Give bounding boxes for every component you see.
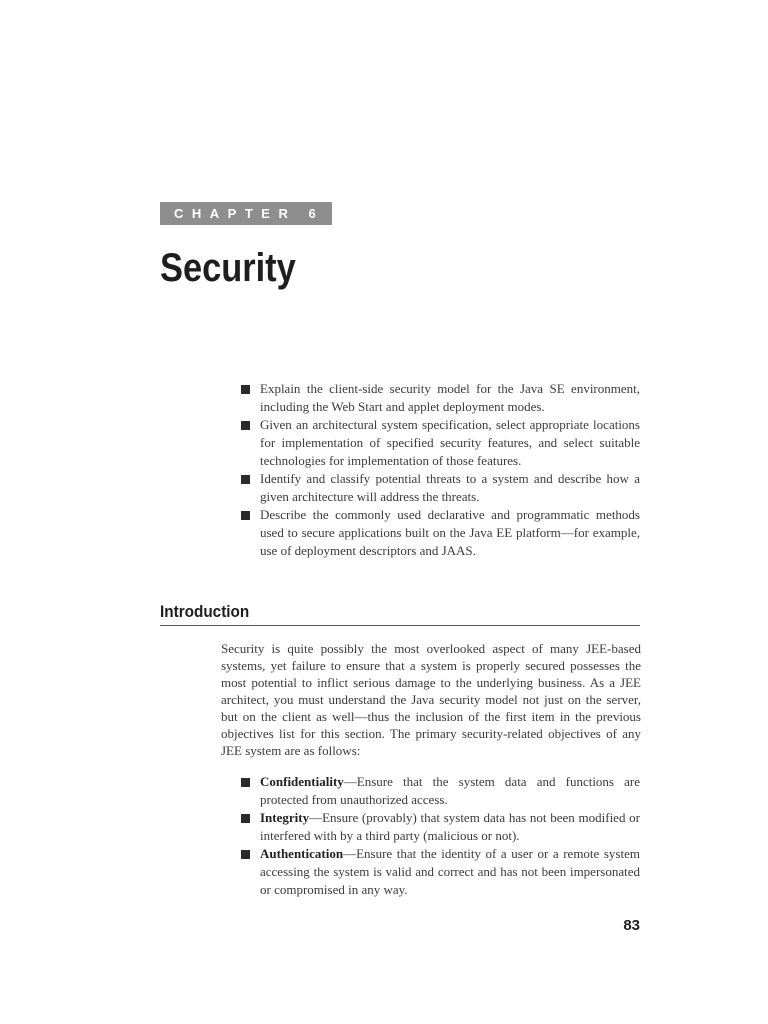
objective-definition: —Ensure that the system data and functions are protected from unauthorized access. — [260, 774, 640, 807]
objective-text: Given an architectural system specification, select appropriate locations for implementation of specified security features, and select suitable technologies for implementation of those features. — [260, 417, 640, 468]
objective-text: Describe the commonly used declarative and programmatic methods used to secure applications built on the Java EE platform—for example, use of deployment descriptors and JAAS. — [260, 507, 640, 558]
bullet-square-icon — [241, 385, 250, 394]
page-number: 83 — [623, 917, 640, 934]
objective-item — [241, 506, 640, 560]
bullet-square-icon — [241, 511, 250, 520]
objective-definition: —Ensure (provably) that system data has not been modified or interfered with by a third party (malicious or not). — [260, 810, 640, 843]
section-heading-introduction — [160, 601, 640, 626]
objective-term: Integrity — [260, 810, 310, 825]
security-objective-item — [241, 845, 640, 899]
introduction-paragraph: Security is quite possibly the most overlooked aspect of many JEE-based systems, yet failure to ensure that a system is properly secured possesses the most potential to inflict serious damage to the underlying business. As a JEE architect, you must understand the Java security model not just on the server, but on the client as well—thus the inclusion of the first item in the previous objectives list for this section. The primary security-related objectives of any JEE system are as follows: — [221, 641, 641, 758]
bullet-square-icon — [241, 778, 250, 787]
security-objective-item — [241, 809, 640, 845]
security-objective-item — [241, 773, 640, 809]
objective-text: Explain the client-side security model for the Java SE environment, including the Web Start and applet deployment modes. — [260, 381, 640, 414]
bullet-square-icon — [241, 814, 250, 823]
chapter-title: Security — [160, 246, 296, 290]
chapter-label: CHAPTER 6 — [160, 202, 332, 225]
exam-objectives-list — [241, 380, 640, 560]
objective-item — [241, 416, 640, 470]
objective-text: Identify and classify potential threats to a system and describe how a given architecture will address the threats. — [260, 471, 640, 504]
objective-item — [241, 380, 640, 416]
objective-term: Confidentiality — [260, 774, 344, 789]
objective-term: Authentication — [260, 846, 344, 861]
bullet-square-icon — [241, 475, 250, 484]
objective-definition: —Ensure that the identity of a user or a remote system accessing the system is valid and correct and has not been impersonated or compromised in any way. — [260, 846, 640, 897]
section-heading-text: Introduction — [160, 602, 250, 621]
bullet-square-icon — [241, 421, 250, 430]
bullet-square-icon — [241, 850, 250, 859]
objective-item — [241, 470, 640, 506]
security-objectives-list — [241, 773, 640, 899]
